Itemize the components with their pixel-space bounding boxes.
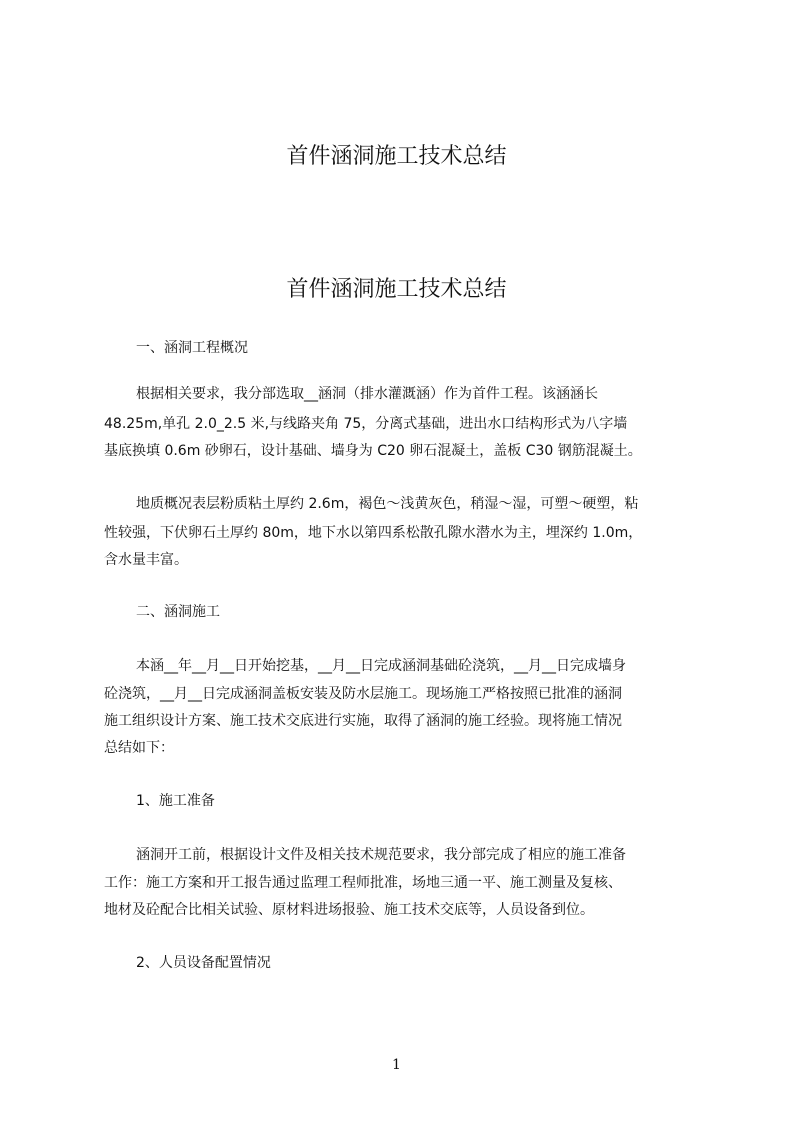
paragraph-line: 性较强，下伏卵石土厚约 80m，地下水以第四系松散孔隙水潜水为主，埋深约 1.0m，	[104, 525, 643, 541]
cover-title: 首件涵洞施工技术总结	[286, 144, 507, 169]
section-2-heading: 二、涵洞施工	[136, 604, 220, 620]
paragraph-line: 总结如下：	[104, 740, 174, 756]
page-number: 1	[392, 1057, 401, 1073]
paragraph-line: 地材及砼配合比相关试验、原材料进场报验、施工技术交底等，人员设备到位。	[104, 902, 594, 918]
document-title: 首件涵洞施工技术总结	[286, 277, 507, 302]
paragraph-line: 砼浇筑，__月__日完成涵洞盖板安装及防水层施工。现场施工严格按照已批准的涵洞	[104, 686, 622, 702]
paragraph-line: 工作：施工方案和开工报告通过监理工程师批准，场地三通一平、施工测量及复核、	[104, 875, 622, 891]
paragraph-line: 施工组织设计方案、施工技术交底进行实施，取得了涵洞的施工经验。现将施工情况	[104, 713, 622, 729]
paragraph-line: 地质概况表层粉质粘土厚约 2.6m，褐色～浅黄灰色，稍湿～湿，可塑～硬塑，粘	[136, 496, 639, 512]
subsection-2-heading: 2、人员设备配置情况	[136, 955, 271, 971]
paragraph-line: 含水量丰富。	[104, 552, 188, 568]
paragraph-line: 本涵__年__月__日开始挖基，__月__日完成涵洞基础砼浇筑，__月__日完成墙身	[136, 658, 626, 674]
paragraph-line: 涵洞开工前，根据设计文件及相关技术规范要求，我分部完成了相应的施工准备	[136, 847, 626, 863]
paragraph-line: 48.25m,单孔 2.0_2.5 米,与线路夹角 75，分离式基础，进出水口结构形式为八字墙	[104, 416, 628, 432]
subsection-1-heading: 1、施工准备	[136, 793, 215, 809]
paragraph-line: 基底换填 0.6m 砂卵石，设计基础、墙身为 C20 卵石混凝土，盖板 C30 钢筋混凝土。	[104, 443, 642, 459]
section-1-heading: 一、涵洞工程概况	[136, 340, 248, 356]
paragraph-line: 根据相关要求，我分部选取__涵洞（排水灌溉涵）作为首件工程。该涵涵长	[136, 386, 598, 402]
